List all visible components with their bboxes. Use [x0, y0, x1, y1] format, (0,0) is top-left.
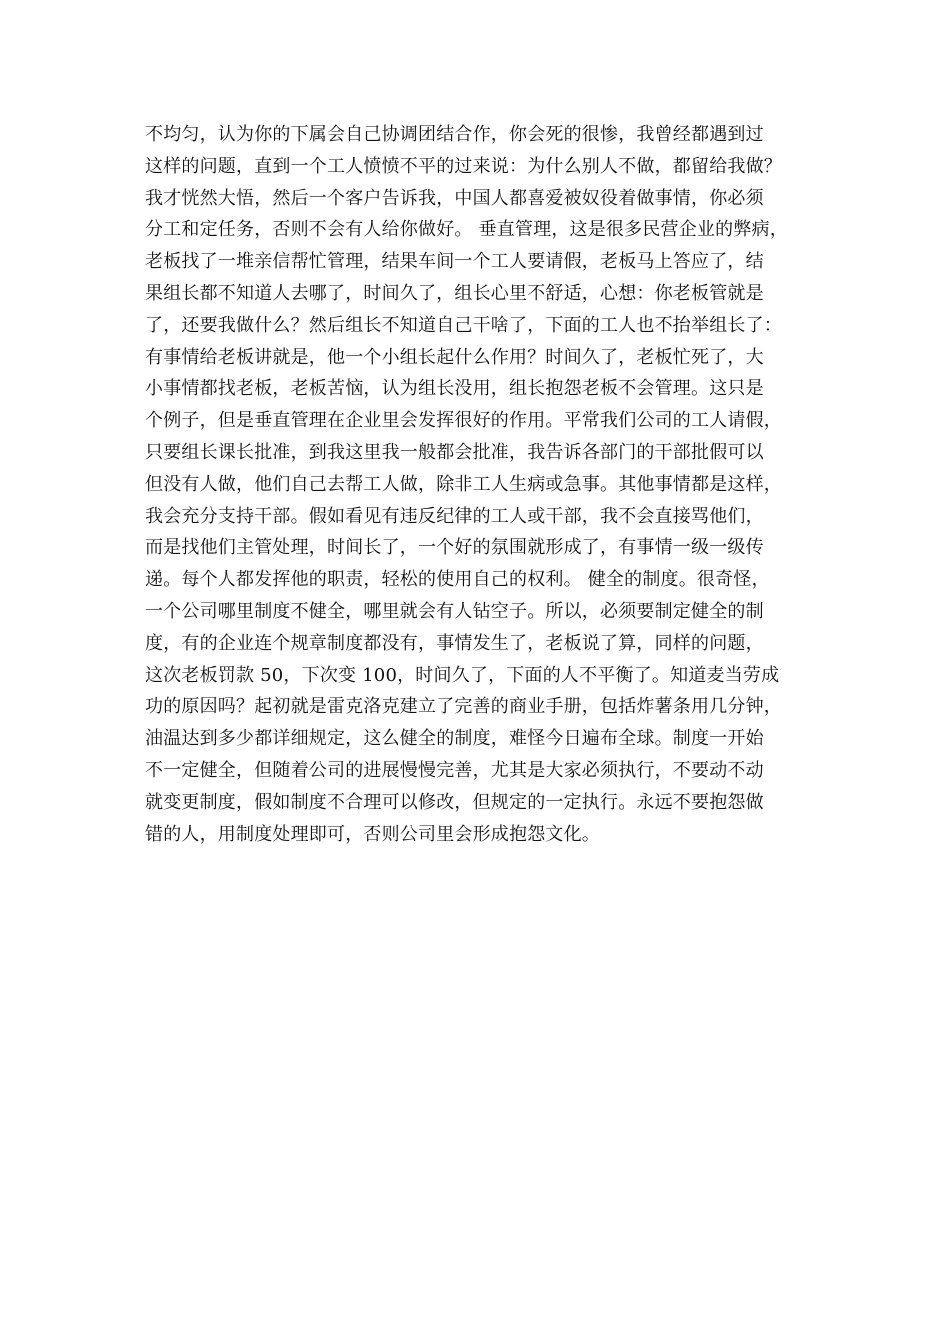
text-line-14: 而是找他们主管处理，时间长了，一个好的氛围就形成了，有事情一级一级传 [145, 537, 764, 559]
text-line-4: 分工和定任务，否则不会有人给你做好。 垂直管理，这是很多民营企业的弊病， [145, 219, 788, 241]
text-line-1: 不均匀，认为你的下属会自己协调团结合作，你会死的很惨，我曾经都遇到过 [145, 124, 764, 145]
text-line-10: 个例子，但是垂直管理在企业里会发挥很好的作用。平常我们公司的工人请假， [145, 410, 782, 432]
text-line-15: 递。每个人都发挥他的职责，轻松的使用自己的权利。 健全的制度。很奇怪， [145, 569, 770, 591]
text-line-3: 我才恍然大悟，然后一个客户告诉我，中国人都喜爱被奴役着做事情，你必须 [145, 187, 764, 209]
text-line-2: 这样的问题，直到一个工人愤愤不平的过来说：为什么别人不做，都留给我做？ [145, 155, 782, 177]
text-line-19: 功的原因吗？起初就是雷克洛克建立了完善的商业手册，包括炸薯条用几分钟， [145, 696, 782, 718]
body-text [145, 119, 825, 850]
text-line-9: 小事情都找老板，老板苦恼，认为组长没用，组长抱怨老板不会管理。这只是 [145, 378, 764, 400]
text-line-8: 有事情给老板讲就是，他一个小组长起什么作用？时间久了，老板忙死了，大 [145, 346, 764, 368]
text-line-16: 一个公司哪里制度不健全，哪里就会有人钻空子。所以，必须要制定健全的制 [145, 600, 764, 622]
text-line-12: 但没有人做，他们自己去帮工人做，除非工人生病或急事。其他事情都是这样， [145, 473, 782, 495]
text-line-22: 就变更制度，假如制度不合理可以修改，但规定的一定执行。永远不要抱怨做 [145, 791, 764, 813]
text-line-17: 度，有的企业连个规章制度都没有，事情发生了，老板说了算，同样的问题， [145, 632, 764, 654]
text-line-20: 油温达到多少都详细规定，这么健全的制度，难怪今日遍布全球。制度一开始 [145, 728, 764, 750]
text-line-11: 只要组长课长批准，到我这里我一般都会批准，我告诉各部门的干部批假可以 [145, 441, 764, 463]
text-line-13: 我会充分支持干部。假如看见有违反纪律的工人或干部，我不会直接骂他们， [145, 505, 764, 527]
text-line-6: 果组长都不知道人去哪了，时间久了，组长心里不舒适，心想：你老板管就是 [145, 282, 764, 304]
text-line-5: 老板找了一堆亲信帮忙管理，结果车间一个工人要请假，老板马上答应了，结 [145, 251, 764, 273]
text-line-21: 不一定健全，但随着公司的进展慢慢完善，尤其是大家必须执行，不要动不动 [145, 759, 764, 781]
text-line-7: 了，还要我做什么？然后组长不知道自己干啥了，下面的工人也不抬举组长了： [145, 314, 782, 336]
text-line-23: 错的人，用制度处理即可，否则公司里会形成抱怨文化。 [145, 823, 600, 845]
text-line-18: 这次老板罚款 50，下次变 100，时间久了，下面的人不平衡了。知道麦当劳成 [145, 664, 780, 686]
